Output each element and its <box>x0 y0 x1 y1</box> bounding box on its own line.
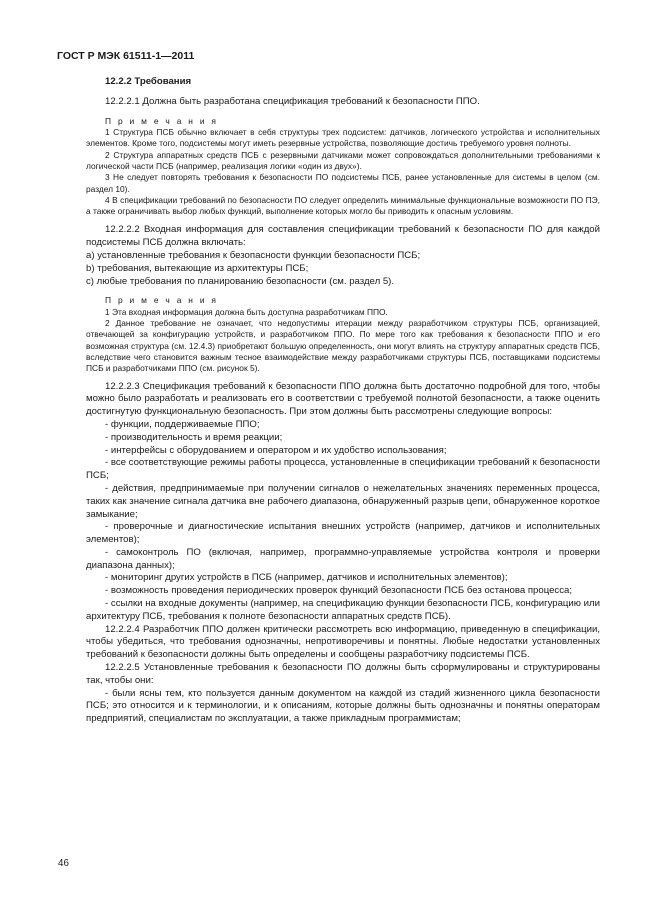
list-item: - ссылки на входные документы (например, на спецификацию функции безопасности ПСБ, конфигурацию или архитектуру ПСБ, требования к полноте безопасности аппаратных средств ПСБ). <box>86 598 600 622</box>
list-item: c) любые требования по планированию безопасности (см. раздел 5). <box>86 275 395 287</box>
note-item: 3 Не следует повторять требования к безопасности ПО подсистемы ПСБ, ранее установленные для системы в целом (см. раздел 10). <box>86 172 600 194</box>
note-item: 1 Эта входная информация должна быть доступна разработчикам ППО. <box>105 306 388 317</box>
clause-12-2-2-3: 12.2.2.3 Спецификация требований к безопасности ППО должна быть достаточно подробной для того, чтобы можно было разработать и реализовать его в соответствии с требуемой полнотой безопасности, а также оценить достигнутую функциональную безопасность. При этом должны быть рассмотрены следующие вопросы: <box>86 380 600 418</box>
list-item: - функции, поддерживаемые ППО; <box>105 418 260 430</box>
section-heading: 12.2.2 Требования <box>105 76 192 87</box>
list-item: - были ясны тем, кто пользуется данным документом на каждой из стадий жизненного цикла безопасности ПСБ; это относится и к терминологии, и к описаниям, которые должны быть однозначны и понятны операторам предприятий, специалистам по эксплуатации, а также прикладным программистам; <box>86 687 600 725</box>
list-item: a) установленные требования к безопасности функции безопасности ПСБ; <box>86 250 421 262</box>
clause-12-2-2-1: 12.2.2.1 Должна быть разработана спецификация требований к безопасности ППО. <box>105 96 480 107</box>
list-item: - возможность проведения периодических проверок функций безопасности ПСБ без останова процесса; <box>105 585 573 597</box>
clause-12-2-2-5: 12.2.2.5 Установленные требования к безопасности ПО должны быть сформулированы и структурированы так, чтобы они: <box>86 662 600 686</box>
page-number: 46 <box>58 858 69 869</box>
list-item: - действия, предпринимаемые при получении сигналов о нежелательных значениях переменных процесса, таких как значение сигнала датчика вне рабочего диапазона, обнаруженный разрыв цепи, обнаруженное короткое замыкание; <box>86 482 600 520</box>
notes-title: П р и м е ч а н и я <box>105 115 219 126</box>
notes-block-2 <box>86 295 600 374</box>
page-content <box>86 76 600 726</box>
notes-title: П р и м е ч а н и я <box>105 295 219 306</box>
note-item: 2 Данное требование не означает, что недопустимы итерации между разработчиком структуры ПСБ, организацией, отвечающей за конфигурацию устройств, и разработчиком ППО. По мере того как требования к безопасности ППО и его возможная структура (см. 12.4.3) приобретают большую определенность, они могут влиять на структуру аппаратных средств ПСБ, вследствие чего становится важным тесное взаимодействие между разработчиками структуры ПСБ, поставщиками подсистемы ПСБ и разработчиками ППО (см. рисунок 5). <box>86 318 600 374</box>
list-item: - производительность и время реакции; <box>105 431 283 443</box>
list-item: - самоконтроль ПО (включая, например, программно-управляемые устройства контроля и проверки диапазона данных); <box>86 546 600 571</box>
list-item: - интерфейсы с оборудованием и оператором и их удобство использования; <box>105 444 447 456</box>
list-item: b) требования, вытекающие из архитектуры ПСБ; <box>86 262 309 274</box>
note-item: 1 Структура ПСБ обычно включает в себя структуры трех подсистем: датчиков, логического устройства и исполнительных элементов. Кроме того, подсистемы могут иметь резервные устройства, позволяющие достичь требуемого уровня полноты. <box>86 127 600 149</box>
list-item: - все соответствующие режимы работы процесса, установленные в спецификации требований к безопасности ПСБ; <box>86 457 600 482</box>
list-item: - проверочные и диагностические испытания внешних устройств (например, датчиков и исполнительных элементов); <box>86 521 600 546</box>
note-item: 2 Структура аппаратных средств ПСБ с резервными датчиками может сопровождаться дополнительными требованиями к логической части ПСБ (например, реализация логики «один из двух»). <box>86 149 600 171</box>
notes-block-1 <box>86 116 600 218</box>
list-item: - мониторинг других устройств в ПСБ (например, датчиков и исполнительных элементов); <box>105 572 508 584</box>
standard-header: ГОСТ Р МЭК 61511-1—2011 <box>57 50 195 62</box>
note-item: 4 В спецификации требований по безопасности ПО следует определить минимальные функциональные возможности ПО ПЭ, а также ограничивать выбор любых функций, выполнение которых могло бы приводить к опасным условиям. <box>86 194 600 217</box>
clause-12-2-2-4: 12.2.2.4 Разработчик ППО должен критически рассмотреть всю информацию, приведенную в спецификации, чтобы убедиться, что требования однозначны, непротиворечивы и понятны. Любые недостатки установленных требований к безопасности должны быть определены и сообщены разработчику подсистемы ПСБ. <box>86 623 600 661</box>
clause-12-2-2-2: 12.2.2.2 Входная информация для составления спецификации требований к безопасности ПО для каждой подсистемы ПСБ должна включать: <box>86 224 600 249</box>
